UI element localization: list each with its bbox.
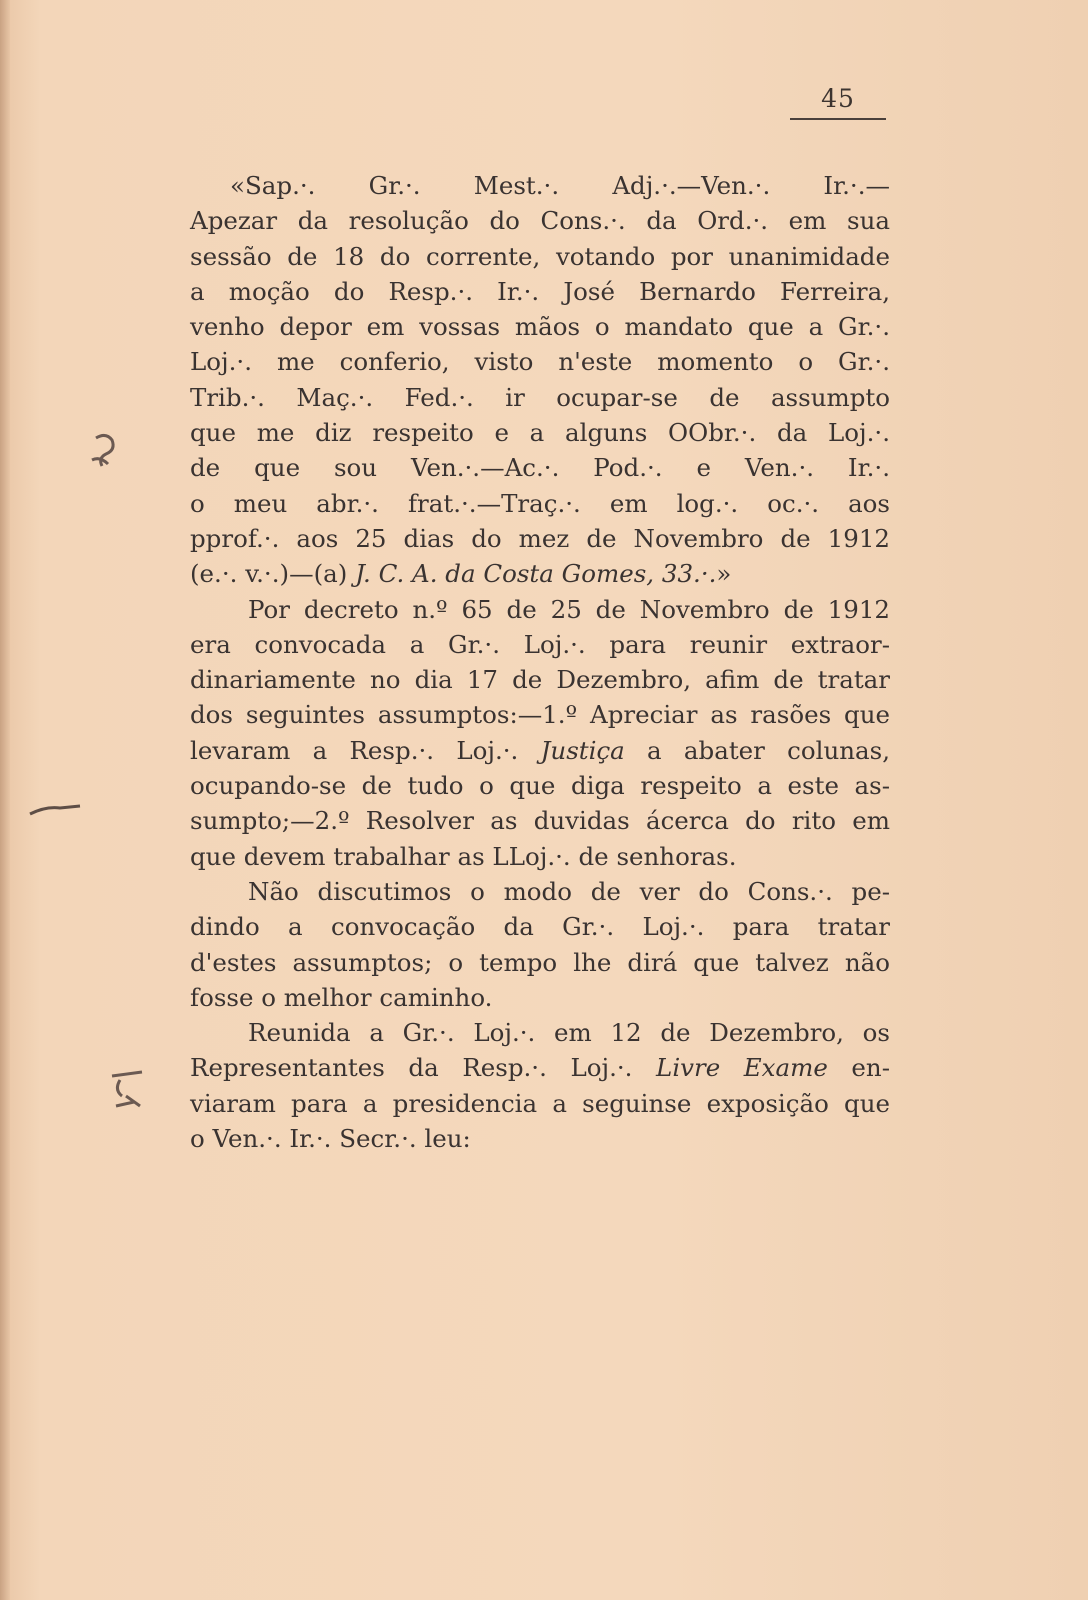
text-line: de que sou Ven.·.—Ac.·. Pod.·. e Ven.·. Ir.·. (190, 453, 890, 483)
text-line: ocupando-se de tudo o que diga respeito a este as- (190, 771, 890, 801)
signature-name: J. C. A. da Costa Gomes, 33.·. (355, 559, 717, 589)
text-line: (e.·. v.·.)—(a) J. C. A. da Costa Gomes, 33.·.» (190, 559, 732, 589)
lodge-name: Justiça (540, 735, 625, 765)
text-line: sumpto;—2.º Resolver as duvidas ácerca do rito em (190, 806, 890, 836)
text-line: d'estes assumptos; o tempo lhe dirá que talvez não (190, 947, 890, 977)
text-line: Apezar da resolução do Cons.·. da Ord.·. em sua (190, 206, 890, 236)
text-line: fosse o melhor caminho. (190, 982, 493, 1012)
lodge-name: Livre Exame (656, 1053, 828, 1083)
text-line: dos seguintes assumptos:—1.º Apreciar as rasões que (190, 700, 890, 730)
text-line: pprof.·. aos 25 dias do mez de Novembro de 1912 (190, 523, 890, 553)
text-line: levaram a Resp.·. Loj.·. Justiça a abater colunas, (190, 735, 890, 765)
text-line: venho depor em vossas mãos o mandato que a Gr.·. (190, 312, 890, 342)
text-line: dinariamente no dia 17 de Dezembro, afim de tratar (190, 665, 890, 695)
text-line: viaram para a presidencia a seguinse exposição que (190, 1088, 890, 1118)
text-line: Trib.·. Maç.·. Fed.·. ir ocupar-se de assumpto (190, 382, 890, 412)
text-line: Loj.·. me conferio, visto n'este momento o Gr.·. (190, 347, 890, 377)
text-line: «Sap.·. Gr.·. Mest.·. Adj.·.—Ven.·. Ir.·.— (230, 171, 890, 200)
text-line: Representantes da Resp.·. Loj.·. Livre Exame en- (190, 1053, 890, 1083)
text-line: Não discutimos o modo de ver do Cons.·. pe- (248, 876, 890, 906)
text-line: o meu abr.·. frat.·.—Traç.·. em log.·. oc.·. aos (190, 488, 890, 518)
text-line: sessão de 18 do corrente, votando por unanimidade (190, 241, 890, 271)
body-text (190, 168, 890, 1156)
margin-mark (104, 1066, 148, 1114)
text-line: Por decreto n.º 65 de 25 de Novembro de 1912 (248, 594, 890, 624)
text-line: que devem trabalhar as LLoj.·. de senhoras. (190, 841, 737, 871)
text-line: Reunida a Gr.·. Loj.·. em 12 de Dezembro, os (248, 1018, 890, 1048)
text-line: era convocada a Gr.·. Loj.·. para reunir extraor- (190, 629, 890, 659)
margin-mark (26, 796, 86, 820)
page-number-rule (790, 118, 886, 120)
text-line: o Ven.·. Ir.·. Secr.·. leu: (190, 1124, 471, 1154)
text-line: que me diz respeito e a alguns OObr.·. da Loj.·. (190, 418, 890, 448)
page-edge (0, 0, 10, 1600)
margin-mark (86, 430, 116, 470)
text-line: a moção do Resp.·. Ir.·. José Bernardo Ferreira, (190, 276, 890, 306)
page-number: 45 (821, 84, 855, 113)
text-line: dindo a convocação da Gr.·. Loj.·. para tratar (190, 912, 890, 942)
